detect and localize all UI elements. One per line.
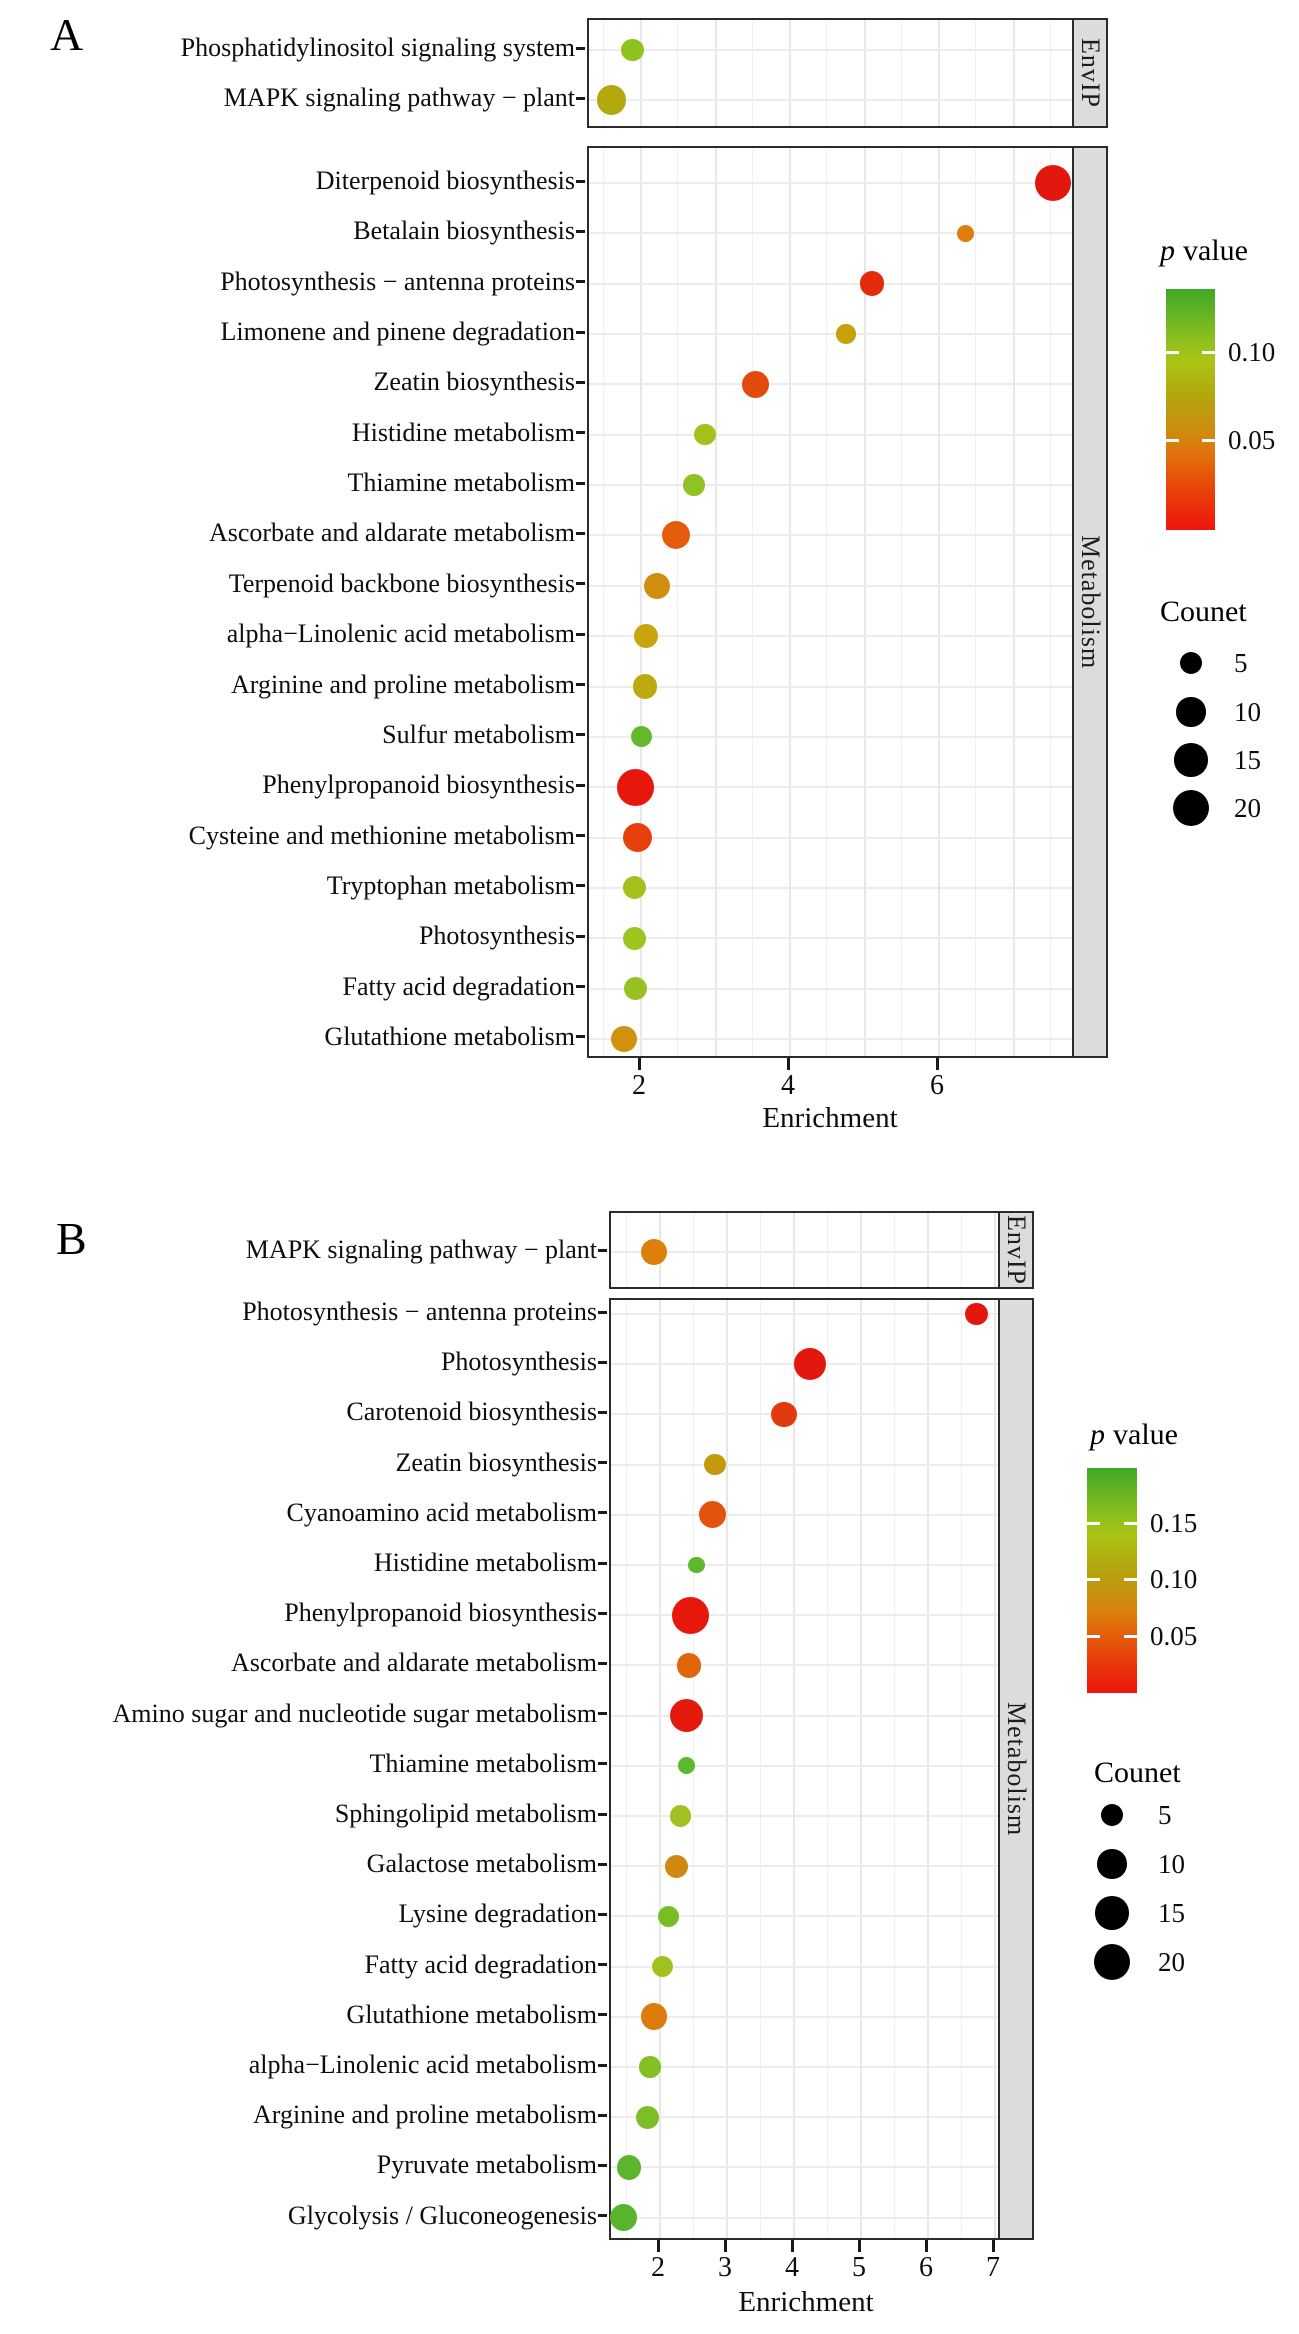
colorbar-tick: [1202, 439, 1215, 442]
row-label: Terpenoid backbone biosynthesis: [228, 568, 575, 598]
facet-panel: [587, 18, 1074, 128]
x-tick-label: 6: [930, 1070, 944, 1101]
enrichment-dot: [639, 2056, 660, 2077]
row-tick: [576, 985, 585, 988]
enrichment-dot: [641, 1239, 668, 1266]
x-tick: [992, 2240, 995, 2252]
row-label: Diterpenoid biosynthesis: [315, 166, 575, 195]
row-tick: [598, 1511, 607, 1514]
row-tick: [598, 1562, 607, 1565]
row-tick: [576, 633, 585, 636]
pvalue-legend-title: [1160, 234, 1248, 268]
facet-strip: [998, 1211, 1034, 1289]
count-legend-dot: [1094, 1944, 1131, 1981]
row-label: Cysteine and methionine metabolism: [188, 820, 575, 850]
row-label: Glutathione metabolism: [324, 1021, 575, 1051]
grid-line-v: [626, 1213, 627, 1287]
grid-line-h: [589, 635, 1072, 637]
x-axis-title: Enrichment: [738, 2286, 874, 2318]
grid-line-v: [860, 1213, 862, 1287]
enrichment-dot: [694, 424, 715, 445]
facet-strip-label: Metabolism: [1002, 1701, 1031, 1837]
grid-line-h: [589, 937, 1072, 939]
row-label: Histidine metabolism: [373, 1548, 597, 1577]
grid-line-v: [826, 20, 827, 126]
row-tick: [576, 230, 585, 233]
x-tick: [657, 2240, 660, 2252]
row-label: alpha−Linolenic acid metabolism: [226, 619, 575, 649]
count-legend-title: Counet: [1094, 1756, 1181, 1789]
grid-line-v: [793, 1300, 795, 2238]
count-legend-dot: [1097, 1849, 1126, 1878]
row-tick: [576, 47, 585, 50]
count-legend-label: 15: [1234, 745, 1261, 775]
grid-line-v: [994, 1300, 996, 2238]
x-tick: [638, 1058, 641, 1070]
panel-letter: B: [56, 1213, 87, 1264]
enrichment-dot: [633, 674, 657, 698]
grid-line-h: [611, 1413, 998, 1415]
x-tick-label: 3: [718, 2252, 732, 2283]
row-label: Glutathione metabolism: [346, 1999, 597, 2029]
row-label: Pyruvate metabolism: [376, 2150, 597, 2180]
facet-panel: [587, 146, 1074, 1058]
row-tick: [576, 935, 585, 938]
x-tick: [925, 2240, 928, 2252]
grid-line-h: [589, 1038, 1072, 1040]
count-legend-title: Counet: [1160, 595, 1247, 628]
row-label: Ascorbate and aldarate metabolism: [230, 1648, 597, 1678]
enrichment-dot: [670, 1699, 703, 1732]
count-legend-label: 10: [1158, 1849, 1185, 1879]
row-tick: [576, 1035, 585, 1038]
colorbar-tick: [1166, 351, 1179, 354]
grid-line-v: [693, 1213, 694, 1287]
row-label: Limonene and pinene degradation: [220, 317, 575, 347]
pvalue-colorbar: [1087, 1468, 1137, 1693]
enrichment-dot: [617, 769, 654, 806]
facet-panel: [609, 1298, 1000, 2240]
grid-line-v: [894, 1213, 895, 1287]
colorbar-tick: [1087, 1635, 1100, 1638]
enrichment-dot: [597, 85, 626, 114]
pvalue-colorbar: [1166, 289, 1215, 530]
enrichment-dot: [636, 2106, 659, 2129]
x-tick-label: 4: [785, 2252, 799, 2283]
grid-line-h: [611, 1815, 998, 1817]
grid-line-v: [961, 1300, 962, 2238]
row-label: Zeatin biosynthesis: [395, 1447, 597, 1477]
row-tick: [576, 381, 585, 384]
grid-line-h: [589, 686, 1072, 688]
x-tick: [858, 2240, 861, 2252]
colorbar-tick: [1202, 351, 1215, 354]
enrichment-dot: [1035, 165, 1072, 202]
row-label: Galactose metabolism: [366, 1849, 597, 1879]
grid-line-h: [611, 1464, 998, 1466]
row-tick: [576, 532, 585, 535]
row-tick: [576, 280, 585, 283]
row-label: Thiamine metabolism: [369, 1748, 597, 1778]
row-label: alpha−Linolenic acid metabolism: [248, 2050, 597, 2079]
row-tick: [598, 2013, 607, 2016]
enrichment-dot: [672, 1597, 709, 1634]
grid-line-h: [611, 2116, 998, 2118]
enrichment-dot: [704, 1454, 725, 1475]
colorbar-tick-label: 0.10: [1150, 1564, 1198, 1594]
facet-strip: [998, 1298, 1034, 2240]
grid-line-h: [611, 2066, 998, 2068]
grid-line-h: [589, 283, 1072, 285]
x-tick-label: 5: [852, 2252, 866, 2283]
count-legend-label: 20: [1158, 1947, 1185, 1977]
grid-line-v: [626, 1300, 627, 2238]
enrichment-dot: [641, 2003, 668, 2030]
grid-line-v: [864, 20, 866, 126]
enrichment-dot: [611, 1026, 637, 1052]
row-tick: [598, 1461, 607, 1464]
x-tick-label: 2: [651, 2252, 665, 2283]
row-tick: [598, 2214, 607, 2217]
enrichment-dot: [688, 1557, 705, 1574]
grid-line-h: [589, 49, 1072, 51]
enrichment-dot: [670, 1805, 691, 1826]
row-tick: [598, 1612, 607, 1615]
facet-panel: [609, 1211, 1000, 1289]
enrichment-dot: [624, 977, 647, 1000]
row-label: Carotenoid biosynthesis: [346, 1397, 597, 1427]
grid-line-h: [589, 333, 1072, 335]
grid-line-h: [589, 887, 1072, 889]
x-tick: [936, 1058, 939, 1070]
enrichment-dot: [658, 1906, 679, 1927]
count-legend-dot: [1101, 1804, 1124, 1827]
facet-strip-label: Metabolism: [1076, 534, 1105, 670]
enrichment-dot: [662, 521, 690, 549]
colorbar-tick-label: 0.15: [1150, 1508, 1198, 1538]
x-tick: [724, 2240, 727, 2252]
enrichment-dot: [610, 2204, 637, 2231]
row-label: Thiamine metabolism: [347, 468, 575, 498]
row-tick: [576, 331, 585, 334]
row-tick: [598, 1249, 607, 1252]
row-tick: [576, 431, 585, 434]
grid-line-h: [589, 484, 1072, 486]
grid-line-v: [659, 1300, 661, 2238]
count-legend-dot: [1180, 652, 1203, 675]
grid-line-h: [589, 99, 1072, 101]
grid-line-v: [975, 20, 976, 126]
enrichment-dot: [623, 823, 652, 852]
pvalue-title-italic: p: [1160, 234, 1175, 267]
grid-line-v: [860, 1300, 862, 2238]
grid-line-v: [927, 1213, 929, 1287]
row-label: Photosynthesis − antenna proteins: [220, 266, 575, 296]
facet-strip-label: EnvIP: [1002, 1215, 1031, 1285]
grid-line-v: [752, 20, 753, 126]
row-label: Photosynthesis − antenna proteins: [242, 1297, 597, 1326]
row-label: Ascorbate and aldarate metabolism: [208, 518, 575, 548]
grid-line-v: [994, 1213, 996, 1287]
grid-line-v: [793, 1213, 795, 1287]
row-tick: [598, 1361, 607, 1364]
grid-line-h: [589, 786, 1072, 788]
colorbar-tick: [1166, 439, 1179, 442]
count-legend-label: 15: [1158, 1898, 1185, 1928]
row-label: MAPK signaling pathway − plant: [245, 1235, 597, 1264]
grid-line-v: [789, 20, 791, 126]
row-label: Photosynthesis: [418, 921, 575, 951]
colorbar-tick: [1087, 1522, 1100, 1525]
grid-line-h: [611, 1251, 998, 1253]
grid-line-h: [611, 2166, 998, 2168]
grid-line-h: [589, 837, 1072, 839]
grid-line-v: [927, 1300, 929, 2238]
enrichment-dot: [742, 371, 769, 398]
grid-line-v: [901, 20, 902, 126]
row-tick: [598, 2164, 607, 2167]
grid-line-h: [611, 1564, 998, 1566]
pvalue-title-rest: value: [1183, 234, 1248, 267]
grid-line-v: [827, 1213, 828, 1287]
grid-line-h: [611, 1664, 998, 1666]
row-tick: [576, 180, 585, 183]
enrichment-dot: [665, 1855, 688, 1878]
count-legend-dot: [1174, 743, 1207, 776]
colorbar-tick: [1124, 1522, 1137, 1525]
row-tick: [598, 1913, 607, 1916]
grid-line-v: [1050, 20, 1051, 126]
count-legend-label: 10: [1234, 697, 1261, 727]
grid-line-h: [589, 383, 1072, 385]
grid-line-h: [611, 1514, 998, 1516]
colorbar-tick: [1124, 1578, 1137, 1581]
count-legend-dot: [1173, 790, 1210, 827]
enrichment-dot: [617, 2155, 641, 2179]
row-label: Glycolysis / Gluconeogenesis: [287, 2200, 597, 2230]
row-label: Phenylpropanoid biosynthesis: [284, 1598, 597, 1628]
grid-line-v: [640, 20, 642, 126]
colorbar-tick-label: 0.05: [1150, 1621, 1198, 1651]
row-tick: [598, 1762, 607, 1765]
grid-line-v: [760, 1300, 761, 2238]
row-tick: [576, 97, 585, 100]
facet-strip-label: EnvIP: [1076, 38, 1105, 108]
row-label: Fatty acid degradation: [364, 1949, 597, 1979]
row-label: Arginine and proline metabolism: [253, 2100, 597, 2130]
enrichment-dot: [794, 1348, 826, 1380]
row-tick: [576, 784, 585, 787]
row-tick: [598, 1863, 607, 1866]
row-label: Fatty acid degradation: [342, 971, 575, 1001]
row-tick: [576, 482, 585, 485]
row-tick: [598, 1411, 607, 1414]
row-label: Lysine degradation: [398, 1899, 597, 1929]
x-tick-label: 6: [919, 2252, 933, 2283]
row-tick: [598, 2114, 607, 2117]
row-tick: [598, 1813, 607, 1816]
enrichment-dot: [699, 1501, 726, 1528]
grid-line-h: [611, 1765, 998, 1767]
enrichment-dot: [771, 1402, 797, 1428]
enrichment-dot: [836, 324, 855, 343]
count-legend-label: 20: [1234, 793, 1261, 823]
grid-line-h: [589, 434, 1072, 436]
row-tick: [576, 733, 585, 736]
row-label: Cyanoamino acid metabolism: [286, 1497, 597, 1527]
row-label: Histidine metabolism: [351, 417, 575, 447]
grid-line-v: [1013, 20, 1015, 126]
colorbar-tick-label: 0.05: [1228, 425, 1276, 455]
grid-line-v: [715, 20, 717, 126]
row-label: MAPK signaling pathway − plant: [223, 83, 575, 112]
grid-line-h: [589, 736, 1072, 738]
pvalue-title-italic: p: [1090, 1418, 1105, 1451]
grid-line-v: [894, 1300, 895, 2238]
row-label: Sulfur metabolism: [382, 719, 575, 749]
row-tick: [598, 2064, 607, 2067]
grid-line-v: [726, 1213, 728, 1287]
row-label: Tryptophan metabolism: [326, 870, 575, 900]
row-tick: [576, 683, 585, 686]
enrichment-dot: [652, 1956, 673, 1977]
facet-strip: [1072, 146, 1108, 1058]
row-tick: [576, 834, 585, 837]
x-tick: [787, 1058, 790, 1070]
pvalue-title-rest: value: [1113, 1418, 1178, 1451]
row-tick: [576, 884, 585, 887]
facet-strip: [1072, 18, 1108, 128]
pvalue-legend-title: [1090, 1418, 1178, 1452]
row-tick: [598, 1311, 607, 1314]
colorbar-tick: [1124, 1635, 1137, 1638]
row-label: Amino sugar and nucleotide sugar metabolism: [112, 1698, 597, 1728]
row-tick: [598, 1662, 607, 1665]
grid-line-h: [589, 232, 1072, 234]
grid-line-h: [611, 1715, 998, 1717]
x-tick-label: 4: [781, 1070, 795, 1101]
row-label: Arginine and proline metabolism: [231, 669, 575, 699]
enrichment-dot: [631, 726, 652, 747]
row-label: Phosphatidylinositol signaling system: [180, 33, 575, 62]
colorbar-tick: [1087, 1578, 1100, 1581]
count-legend-dot: [1176, 697, 1205, 726]
row-tick: [598, 1712, 607, 1715]
grid-line-h: [589, 182, 1072, 184]
grid-line-h: [611, 1614, 998, 1616]
grid-line-v: [961, 1213, 962, 1287]
count-legend-dot: [1095, 1896, 1128, 1929]
row-tick: [598, 1963, 607, 1966]
x-tick: [791, 2240, 794, 2252]
grid-line-v: [760, 1213, 761, 1287]
row-tick: [576, 582, 585, 585]
row-label: Betalain biosynthesis: [353, 216, 575, 246]
enrichment-dot: [860, 271, 884, 295]
grid-line-v: [827, 1300, 828, 2238]
enrichment-dot: [634, 624, 658, 648]
x-tick-label: 7: [986, 2252, 1000, 2283]
grid-line-v: [677, 20, 678, 126]
panel-letter: A: [50, 9, 84, 60]
grid-line-v: [726, 1300, 728, 2238]
grid-line-h: [611, 2016, 998, 2018]
grid-line-v: [938, 20, 940, 126]
grid-line-h: [611, 1313, 998, 1315]
enrichment-dot: [623, 927, 646, 950]
colorbar-tick-label: 0.10: [1228, 337, 1276, 367]
enrichment-dot: [957, 225, 974, 242]
grid-line-h: [589, 988, 1072, 990]
grid-line-h: [611, 2217, 998, 2219]
enrichment-dot: [623, 876, 646, 899]
x-axis-title: Enrichment: [762, 1102, 898, 1134]
count-legend-label: 5: [1158, 1800, 1172, 1830]
row-label: Phenylpropanoid biosynthesis: [262, 770, 575, 800]
row-label: Sphingolipid metabolism: [334, 1799, 597, 1828]
count-legend-label: 5: [1234, 648, 1248, 678]
enrichment-dot: [677, 1653, 701, 1677]
row-label: Zeatin biosynthesis: [373, 367, 575, 397]
row-label: Photosynthesis: [440, 1347, 597, 1377]
x-tick-label: 2: [632, 1070, 646, 1101]
enrichment-dot: [644, 573, 670, 599]
enrichment-dot: [965, 1303, 988, 1326]
enrichment-dot: [683, 474, 704, 495]
